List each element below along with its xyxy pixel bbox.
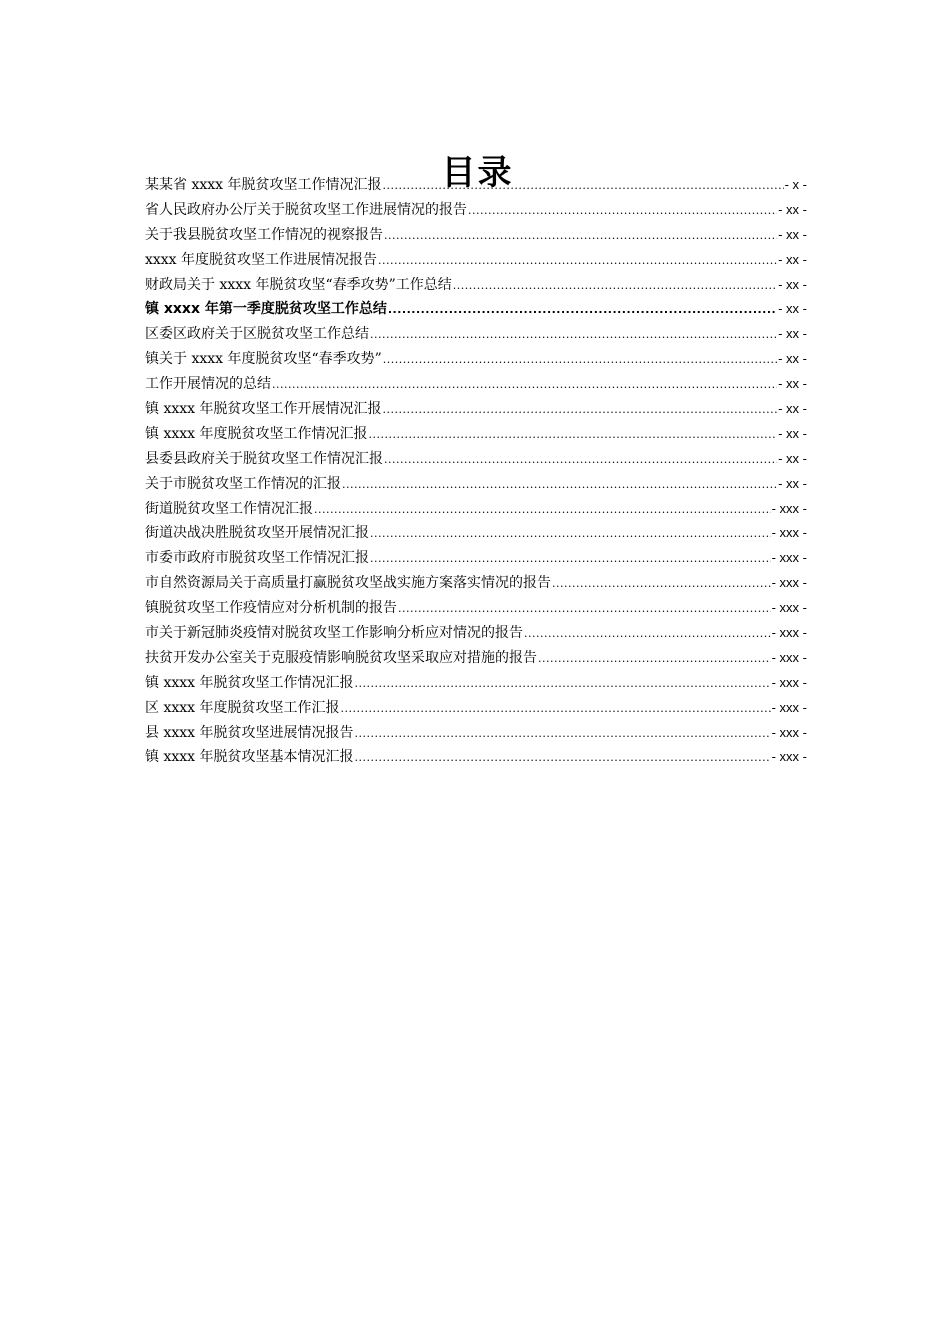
toc-dot-leader bbox=[340, 697, 770, 721]
toc-entry-title: 市自然资源局关于高质量打赢脱贫攻坚战实施方案落实情况的报告 bbox=[145, 575, 551, 592]
toc-dot-leader bbox=[382, 398, 777, 422]
toc-entry[interactable] bbox=[145, 223, 807, 248]
toc-dot-leader bbox=[383, 348, 777, 372]
toc-entry-title: 街道决战决胜脱贫攻坚开展情况汇报 bbox=[145, 525, 369, 542]
toc-entry-page: - xx - bbox=[778, 425, 807, 441]
toc-entry-page: - xxx - bbox=[771, 649, 807, 665]
toc-entry[interactable] bbox=[145, 745, 807, 770]
toc-entry-title: 镇 xxxx 年脱贫攻坚工作开展情况汇报 bbox=[145, 401, 382, 418]
toc-entry[interactable] bbox=[145, 198, 807, 223]
toc-entry-page: - xxx - bbox=[771, 625, 807, 641]
toc-entry[interactable] bbox=[145, 297, 807, 322]
toc-entry-page: - xxx - bbox=[771, 749, 807, 765]
toc-entry-title: 镇关于 xxxx 年度脱贫攻坚“春季攻势” bbox=[145, 351, 382, 368]
toc-dot-leader bbox=[368, 423, 777, 447]
toc-entry-page: - xxx - bbox=[771, 525, 807, 541]
toc-entry-page: - xxx - bbox=[771, 600, 807, 616]
toc-dot-leader bbox=[378, 249, 777, 273]
toc-entry[interactable] bbox=[145, 248, 807, 273]
toc-entry[interactable] bbox=[145, 422, 807, 447]
toc-title: 目录 bbox=[441, 152, 514, 193]
toc-entry-page: - xxx - bbox=[771, 500, 807, 516]
toc-entry-title: 关于我县脱贫攻坚工作情况的视察报告 bbox=[145, 226, 383, 243]
toc-entry-page: - xx - bbox=[778, 376, 807, 392]
toc-dot-leader bbox=[552, 572, 771, 596]
toc-dot-leader bbox=[342, 473, 777, 497]
toc-entry[interactable] bbox=[145, 347, 807, 372]
toc-entry[interactable] bbox=[145, 621, 807, 646]
toc-entry[interactable] bbox=[145, 447, 807, 472]
toc-entry[interactable] bbox=[145, 497, 807, 522]
toc-entry-title: 市委市政府市脱贫攻坚工作情况汇报 bbox=[145, 550, 369, 567]
toc-entry[interactable] bbox=[145, 322, 807, 347]
toc-entry[interactable] bbox=[145, 273, 807, 298]
toc-entry[interactable] bbox=[145, 646, 807, 671]
toc-list bbox=[145, 173, 807, 770]
toc-entry-page: - xx - bbox=[778, 351, 807, 367]
toc-entry-title: 县 xxxx 年脱贫攻坚进展情况报告 bbox=[145, 724, 354, 741]
toc-entry[interactable] bbox=[145, 546, 807, 571]
toc-entry-title: 镇脱贫攻坚工作疫情应对分析机制的报告 bbox=[145, 600, 397, 617]
toc-dot-leader bbox=[354, 672, 770, 696]
toc-dot-leader bbox=[354, 746, 770, 770]
toc-entry-title: 扶贫开发办公室关于克服疫情影响脱贫攻坚采取应对措施的报告 bbox=[145, 649, 537, 666]
toc-entry-title: 县委县政府关于脱贫攻坚工作情况汇报 bbox=[145, 450, 383, 467]
toc-entry-title: xxxx 年度脱贫攻坚工作进展情况报告 bbox=[145, 251, 378, 268]
toc-entry-page: - xxx - bbox=[771, 699, 807, 715]
toc-entry-title: 工作开展情况的总结 bbox=[145, 376, 271, 393]
toc-entry-title: 关于市脱贫攻坚工作情况的汇报 bbox=[145, 475, 341, 492]
toc-entry-page: - xx - bbox=[778, 450, 807, 466]
toc-entry-title: 镇 xxxx 年度脱贫攻坚工作情况汇报 bbox=[145, 425, 368, 442]
toc-dot-leader bbox=[370, 522, 771, 546]
toc-dot-leader bbox=[388, 298, 777, 322]
toc-entry[interactable] bbox=[145, 596, 807, 621]
toc-entry[interactable] bbox=[145, 571, 807, 596]
toc-entry-title: 镇 xxxx 年脱贫攻坚基本情况汇报 bbox=[145, 749, 354, 766]
toc-entry[interactable] bbox=[145, 521, 807, 546]
toc-entry[interactable] bbox=[145, 397, 807, 422]
toc-entry-page: - xx - bbox=[778, 326, 807, 342]
toc-dot-leader bbox=[370, 547, 771, 571]
toc-dot-leader bbox=[384, 448, 777, 472]
toc-dot-leader bbox=[398, 597, 771, 621]
toc-entry-page: - xx - bbox=[778, 475, 807, 491]
toc-entry-page: - xx - bbox=[778, 401, 807, 417]
toc-entry-title: 镇 xxxx 年第一季度脱贫攻坚工作总结 bbox=[145, 301, 387, 318]
toc-dot-leader bbox=[468, 199, 777, 223]
toc-entry-page: - x - bbox=[784, 177, 807, 192]
toc-entry-title: 区委区政府关于区脱贫攻坚工作总结 bbox=[145, 326, 369, 343]
toc-entry-page: - xxx - bbox=[771, 724, 807, 740]
toc-entry[interactable] bbox=[145, 173, 807, 198]
toc-entry-page: - xx - bbox=[778, 201, 807, 217]
toc-entry-page: - xxx - bbox=[771, 575, 807, 591]
toc-entry-page: - xxx - bbox=[771, 550, 807, 566]
toc-entry-title: 街道脱贫攻坚工作情况汇报 bbox=[145, 500, 313, 517]
toc-entry-page: - xx - bbox=[778, 251, 807, 267]
toc-dot-leader bbox=[538, 647, 771, 671]
toc-entry-page: - xx - bbox=[778, 226, 807, 242]
toc-entry-title: 省人民政府办公厅关于脱贫攻坚工作进展情况的报告 bbox=[145, 201, 467, 218]
toc-entry-title: 镇 xxxx 年脱贫攻坚工作情况汇报 bbox=[145, 674, 354, 691]
toc-entry-title: 某某省 xxxx 年脱贫攻坚工作情况汇报 bbox=[145, 177, 382, 193]
toc-entry[interactable] bbox=[145, 721, 807, 746]
toc-entry-title: 市关于新冠肺炎疫情对脱贫攻坚工作影响分析应对情况的报告 bbox=[145, 625, 523, 642]
toc-dot-leader bbox=[382, 174, 783, 198]
toc-entry[interactable] bbox=[145, 372, 807, 397]
toc-entry-page: - xx - bbox=[778, 276, 807, 292]
toc-entry-title: 区 xxxx 年度脱贫攻坚工作汇报 bbox=[145, 699, 340, 716]
toc-dot-leader bbox=[370, 323, 777, 347]
toc-dot-leader bbox=[314, 498, 771, 522]
toc-entry-page: - xxx - bbox=[771, 674, 807, 690]
toc-dot-leader bbox=[354, 722, 770, 746]
toc-dot-leader bbox=[453, 274, 777, 298]
toc-dot-leader bbox=[272, 373, 777, 397]
toc-entry[interactable] bbox=[145, 671, 807, 696]
toc-dot-leader bbox=[524, 622, 771, 646]
toc-entry[interactable] bbox=[145, 472, 807, 497]
toc-entry[interactable] bbox=[145, 696, 807, 721]
toc-entry-title: 财政局关于 xxxx 年脱贫攻坚“春季攻势”工作总结 bbox=[145, 276, 452, 293]
toc-entry-page: - xx - bbox=[778, 301, 807, 317]
toc-dot-leader bbox=[384, 224, 777, 248]
